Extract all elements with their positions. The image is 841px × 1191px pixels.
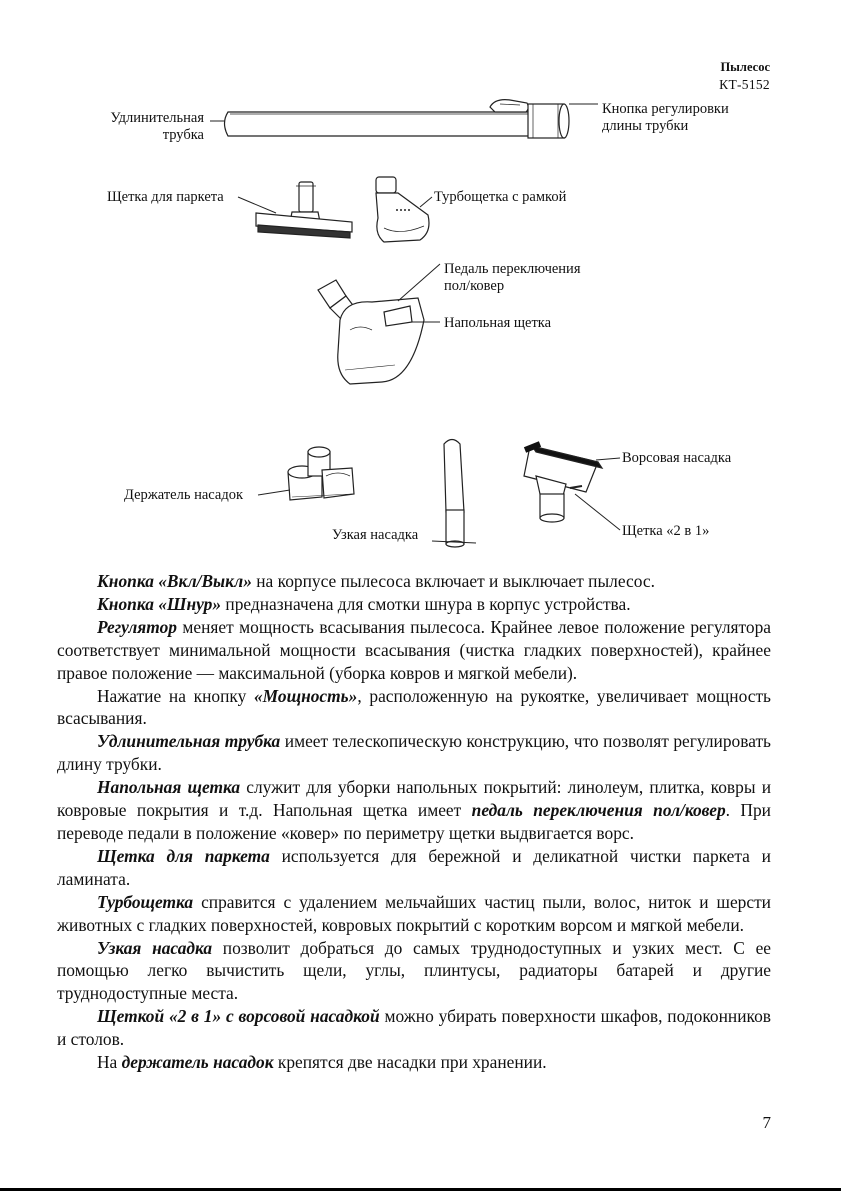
label-tube-length-button: [602, 101, 729, 135]
paragraph: [57, 776, 771, 845]
paragraph-text: используется для бережной и деликатной чистки паркета и ламината.: [57, 845, 771, 889]
paragraph: [57, 1005, 771, 1051]
paragraph-text: позволит добраться до самых труднодоступных и узких мест. С ее помощью легко вычистить щели, углы, плинтусы, радиаторы батарей и другие труднодоступные места.: [57, 937, 772, 1004]
paragraph: [57, 730, 771, 776]
paragraph: [57, 845, 771, 891]
label-line: трубка: [162, 127, 204, 143]
paragraph: [57, 937, 771, 1006]
paragraph-text: на корпусе пылесоса включает и выключает пылесос.: [251, 571, 655, 591]
paragraph: [57, 570, 771, 593]
extension-tube-illustration: [210, 100, 598, 138]
paragraph-text: справится с удалением мельчайших частиц пыли, волос, ниток и шерсти животных с гладких поверхностей, ковровых покрытий с коротким ворсом и мягкой мебели.: [57, 891, 771, 935]
crevice-nozzle-illustration: [432, 440, 476, 548]
label-turbo-brush: Турбощетка с рамкой: [434, 189, 567, 205]
label-nozzle-holder: Держатель насадок: [124, 487, 243, 503]
paragraph: [57, 593, 771, 616]
floor-brush-illustration: [318, 264, 440, 384]
paragraph-text: меняет мощность всасывания пылесоса. Крайнее левое положение регулятора соответствует минимальной мощности всасывания (чистка гладких поверхностей), крайнее правое положение — максимальной (уборка ковров и мягкой мебели).: [57, 616, 771, 683]
emphasis-term: педаль переключения пол/ковер: [471, 800, 726, 821]
label-bristle-nozzle: Ворсовая насадка: [622, 450, 732, 466]
paragraph: [57, 616, 771, 685]
label-parquet-brush: Щетка для паркета: [107, 189, 224, 205]
description-text: [57, 570, 771, 1074]
emphasis-term: Кнопка «Шнур»: [97, 593, 222, 614]
paragraph-text: На: [97, 1052, 122, 1073]
emphasis-term: Напольная щетка: [97, 777, 241, 798]
paragraph-text: служит для уборки напольных покрытий: линолеум, плитка, ковры и ковровые покрытия и т.д. Напольная щетка имеет: [57, 777, 772, 821]
emphasis-term: «Мощность»: [253, 685, 358, 706]
model-name: Пылесос: [720, 60, 770, 74]
emphasis-term: Регулятор: [97, 616, 177, 637]
paragraph-text: можно убирать поверхности шкафов, подоконников и столов.: [57, 1006, 771, 1050]
label-crevice-nozzle: Узкая насадка: [332, 527, 419, 543]
emphasis-term: Щеткой «2 в 1» с ворсовой насадкой: [97, 1006, 380, 1027]
page-number: 7: [762, 1113, 771, 1132]
emphasis-term: держатель насадок: [121, 1052, 274, 1073]
label-line: Кнопка регулировки: [602, 101, 729, 117]
emphasis-term: Узкая насадка: [97, 937, 213, 958]
paragraph-text: крепятся две насадки при хранении.: [273, 1052, 547, 1073]
emphasis-term: Кнопка «Вкл/Выкл»: [97, 571, 252, 591]
model-code: КТ-5152: [719, 77, 770, 92]
nozzle-holder-illustration: [258, 447, 354, 500]
label-floor-brush: Напольная щетка: [444, 315, 552, 331]
emphasis-term: Турбощетка: [97, 891, 194, 912]
label-line: длины трубки: [602, 118, 689, 134]
paragraph-text: имеет телескопическую конструкцию, что позволят регулировать длину трубки.: [57, 731, 771, 775]
parquet-brush-illustration: [238, 182, 352, 238]
brush-2in1-illustration: [524, 444, 620, 530]
paragraph-text: . При переводе педали в положение «ковер» по периметру щетки выдвигается ворс.: [57, 800, 771, 843]
paragraph-text: , расположенную на рукоятке, увеличивает мощность всасывания.: [57, 685, 771, 729]
turbo-brush-illustration: [376, 177, 432, 242]
paragraph-text: Нажатие на кнопку: [97, 685, 254, 706]
label-extension-tube: [101, 110, 204, 144]
emphasis-term: Щетка для паркета: [97, 845, 270, 866]
label-line: Удлинительная: [110, 110, 204, 126]
label-floor-pedal: [444, 261, 581, 295]
accessories-figure: [0, 0, 841, 560]
label-brush-2in1: Щетка «2 в 1»: [622, 523, 710, 539]
paragraph: [57, 685, 771, 731]
label-line: пол/ковер: [444, 278, 505, 294]
paragraph-text: предназначена для смотки шнура в корпус устройства.: [221, 593, 631, 614]
emphasis-term: Удлинительная трубка: [97, 731, 281, 752]
label-line: Педаль переключения: [444, 261, 581, 277]
paragraph: [57, 891, 771, 937]
paragraph: [57, 1051, 771, 1074]
